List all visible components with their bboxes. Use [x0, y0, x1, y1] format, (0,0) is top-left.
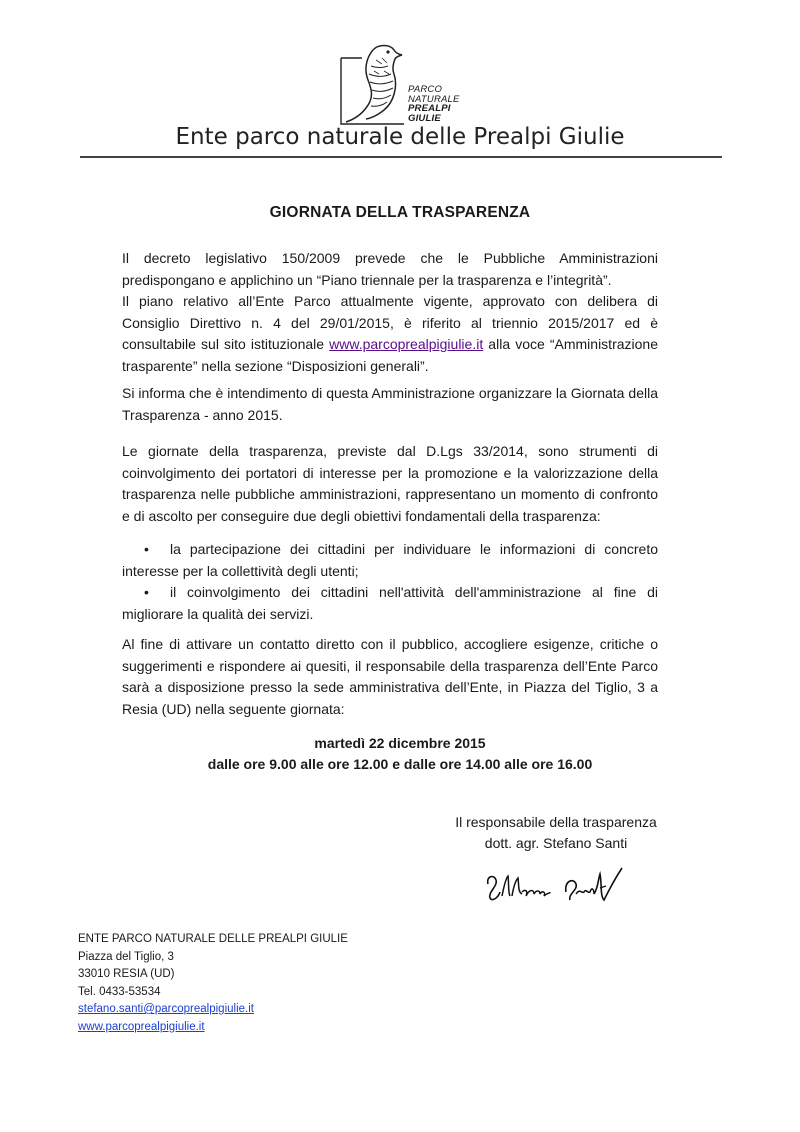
logo-line: PARCO	[408, 84, 443, 95]
contact-text: Al fine di attivare un contatto diretto con il pubblico, accogliere esigenze, critiche o suggerimenti e rispondere ai quesiti, il responsabile della trasparenza dell’Ente Parco sarà a disposizione presso la sede amministrativa dell’Ente, in Piazza del Tiglio, 3 a Resia (UD) nella seguente giornata:	[122, 636, 658, 717]
bullet-icon: •	[144, 584, 149, 600]
footer-org: ENTE PARCO NATURALE DELLE PREALPI GIULIE	[78, 933, 348, 945]
logo-text	[408, 85, 460, 123]
logo-line: GIULIE	[408, 112, 441, 124]
footer-phone: Tel. 0433-53534	[78, 985, 161, 998]
signatory-role: Il responsabile della trasparenza	[455, 814, 657, 830]
objectives-list	[122, 539, 658, 625]
announcement-text: Si informa che è intendimento di questa Amministrazione organizzare la Giornata della Trasparenza - anno 2015.	[122, 385, 658, 423]
bullet-icon: •	[144, 541, 149, 557]
list-item-text: il coinvolgimento dei cittadini nell'attività dell'amministrazione al fine di migliorare la qualità dei servizi.	[122, 584, 658, 622]
logo-line: PREALPI	[408, 103, 451, 114]
header-divider	[80, 156, 722, 158]
list-item-text: la partecipazione dei cittadini per individuare le informazioni di concreto interesse per la collettività degli utenti;	[122, 541, 658, 579]
logo-line: NATURALE	[408, 93, 460, 105]
list-item	[122, 582, 658, 625]
signatory-name: dott. agr. Stefano Santi	[484, 835, 628, 851]
park-logo	[338, 44, 468, 130]
footer-contact	[78, 931, 348, 1036]
event-date: martedì 22 dicembre 2015	[314, 735, 486, 751]
list-item	[122, 539, 658, 582]
handwritten-signature	[482, 862, 632, 908]
footer-city: 33010 RESIA (UD)	[78, 968, 175, 980]
transparency-days-text: Le giornate della trasparenza, previste dal D.Lgs 33/2014, sono strumenti di coinvolgimento dei portatori di interesse per la promozione e la valorizzazione della trasparenza nelle pubbliche amministrazioni, rappresentano un momento di confronto e di ascolto per conseguire due degli obiettivi fondamentali della trasparenza:	[122, 443, 658, 524]
footer-email-link[interactable]: stefano.santi@parcoprealpigiulie.it	[78, 1003, 254, 1015]
website-link[interactable]: www.parcoprealpigiulie.it	[329, 336, 484, 352]
organization-title: Ente parco naturale delle Prealpi Giulie	[175, 124, 625, 150]
footer-address: Piazza del Tiglio, 3	[78, 950, 174, 963]
plan-text-end: alla voce “Amministrazione trasparente” nella sezione “Disposizioni generali”.	[122, 336, 658, 374]
paragraph-plan	[122, 291, 658, 377]
paragraph-transparency-days	[122, 441, 658, 527]
paragraph-decree: Il decreto legislativo 150/2009 prevede che le Pubbliche Amministrazioni predispongano e applichino un “Piano triennale per la trasparenza e l’integrità”.	[122, 250, 658, 288]
paragraph-contact	[122, 634, 658, 720]
event-time: dalle ore 9.00 alle ore 12.00 e dalle ore 14.00 alle ore 16.00	[207, 756, 593, 772]
paragraph-announcement	[122, 383, 658, 426]
paragraph-intro	[122, 248, 658, 377]
document-heading: GIORNATA DELLA TRASPARENZA	[269, 204, 531, 221]
footer-website-link[interactable]: www.parcoprealpigiulie.it	[78, 1020, 205, 1033]
plan-text: Il piano relativo all’Ente Parco attualmente vigente, approvato con delibera di Consiglio Direttivo n. 4 del 29/01/2015, è riferito al triennio 2015/2017 ed è consultabile sul sito istituzionale	[122, 293, 658, 352]
